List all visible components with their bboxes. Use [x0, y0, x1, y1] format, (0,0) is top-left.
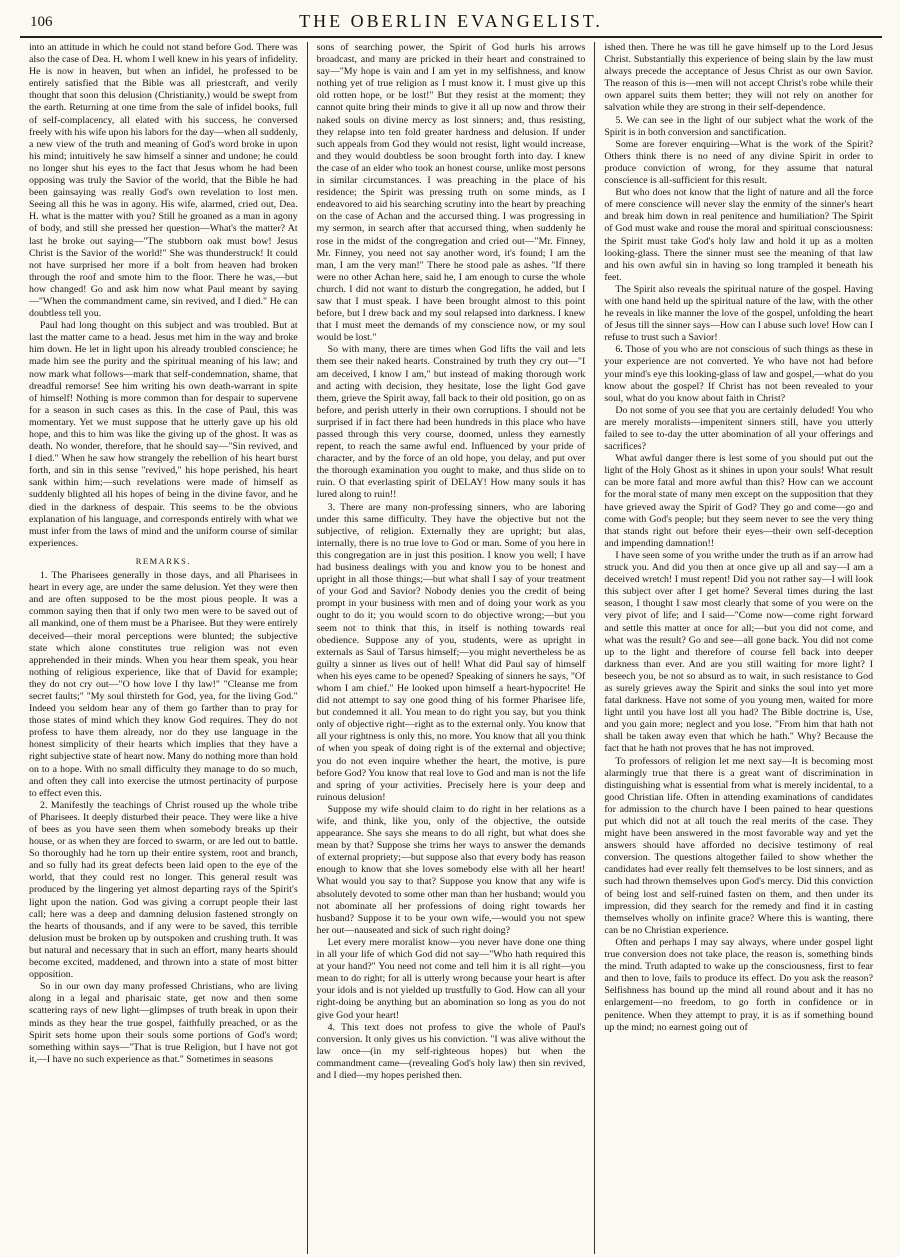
paragraph: Paul had long thought on this subject and was troubled. But at last the matter came to a head. Jesus met him in the way and broke him down. He let in light upon his already troubled conscience; he made him see the purity and the spiritual meaning of his law; and now mark what follows—mark that self-condemnation, shame, that dreadful remorse! See him writing his own death-warrant in spite of himself! Nothing is more common than for despair to supervene for a season in such cases as this. In the case of Paul, this was momentary. Yet we must suppose that he utterly gave up his old hope, and this to him was like the giving up of the ghost. It was as death. No wonder, therefore, that he should say—"Sin revived, and I died." When he saw how strangely the rebellion of his heart burst forth, and sin in this sense "revived," his hope perished, his heart sank within him;—such revelations were made of himself as suddenly blighted all his hopes of being in the divine favor, and he died in the darkness of despair. This seems to be the obvious explanation of his language, and corresponds entirely with what we must infer from the laws of mind and the uniform course of similar experiences. [29, 320, 298, 549]
paragraph: The Spirit also reveals the spiritual nature of the gospel. Having with one hand held up the spiritual nature of the law, with the other he reveals in like manner the love of the gospel, unfolding the heart of Jesus till the sinner says—How can I abuse such love! How can I refuse to trust such a Savior! [604, 283, 874, 344]
paragraph: Often and perhaps I may say always, where under gospel light true conversion does not take place, the reason is, something binds the mind. Truth adapted to wake up the consciousness, first to fear and then to love, fails to produce its effect. Do you ask the reason? Selfishness has bound up the mind all round about and it has no enlargement—no freedom, to go forth in confidence or in penitence. When they attempt to pray, it is as if something bound up the mind; no earnest going out of [604, 936, 874, 1033]
column-3 [594, 42, 882, 1254]
column-1 [20, 42, 307, 1254]
masthead [20, 8, 882, 38]
paragraph: To professors of religion let me next say—It is becoming most alarmingly true that there is a great want of discrimination in distinguishing what is essential from what is merely incidental, to a good Christian life. Often in attending examinations of candidates for admission to the church have I been pained to hear questions put which did not at all touch the real merits of the case. They might have been answered in the most favorable way and yet the answers should have afforded no decisive testimony of real conversion. The questions altogether failed to show whether the candidates had ever really felt themselves to be lost sinners, and as such had thrown themselves upon God's mercy. Did this conviction of being lost and self-ruined fasten on them, and then under its impression, did they search for the remedy and find it in casting themselves wholly on infinite grace? Where this is wanting, there can be no Christian experience. [604, 755, 874, 936]
paragraph: But who does not know that the light of nature and all the force of mere conscience will never slay the enmity of the sinner's heart and break him down in real penitence and humiliation? The Spirit of God must wake and rouse the moral and spiritual consciousness: the Spirit must take God's holy law and hold it up as a molten looking-glass. There the sinner must see the meaning of that law and his own awful sin in having so long trampled it beneath his feet. [604, 187, 874, 283]
journal-title: THE OBERLIN EVANGELIST. [299, 11, 603, 31]
paragraph: Suppose my wife should claim to do right in her relations as a wife, and think, like you, only of the objective, the outside appearance. She says she means to do all right, but what does she mean by that? Suppose she trims her ways to answer the demands of external propriety;—but suppose also that every body has reason enough to know that she loves somebody else with all her heart! What would you say to that? Suppose you know that any wife is absolutely devoted to some other man than her husband; would you not abominate all her professions of doing right towards her husband? Suppose it to be your own wife,—would you not spew her out—nauseated and sick of such right doing? [316, 803, 586, 936]
paragraph: 6. Those of you who are not conscious of such things as these in your experience are not converted. Ye who have not had before your mind's eye this looking-glass of law and gospel,—what do you know about the gospel? If Christ has not been revealed to your soul, what do you know about faith in Christ? [604, 344, 874, 404]
paragraph: What awful danger there is lest some of you should put out the light of the Holy Ghost as it shines in upon your souls! What result can be more fatal and more awful than this? How can we account for the moral state of many men except on the supposition that they have grieved away the Spirit of God? They go and come—go and come with God's people; but they seem never to see the very thing that stands right out before their eyes—their own self-deception and impending damnation!! [604, 453, 874, 549]
column-2 [307, 42, 595, 1254]
paragraph: ished then. There he was till he gave himself up to the Lord Jesus Christ. Substantially this experience of being slain by the law must always precede the acceptance of Jesus Christ as our own Savior. The reason of this is—men will not accept Christ's robe while their own apparel suits them better; they will not rely on another for salvation while they are strong in their self-dependence. [604, 42, 874, 114]
paragraph: So with many, there are times when God lifts the vail and lets them see their naked hearts. Constrained by truth they cry out—"I am deceived, I know I am," but instead of making thorough work and acting with decision, they hesitate, lose the light God gave them, grieve the Spirit away, fall back to their old position, go on as before, and perish utterly in their own corruptions. I should not be surprised if in fact there had been hundreds in this place who have passed through this very course, doomed, unless they earnestly repent, to reach the same awful end. Influenced by your pride of character, and by the force of an old hope, you delay, and put over the thorough examination you ought to make, and thus slide on to ruin. O that everlasting spirit of DELAY! How many souls it has lured along to ruin!! [316, 344, 586, 501]
paragraph: Let every mere moralist know—you never have done one thing in all your life of which God did not say—"Who hath required this at your hand?" You need not come and tell him it is all right—you mean to do right; for all is utterly wrong because your heart is after your idols and is not yielded up trustfully to God. How can all your right-doing be anything but an abomination so long as you do not give God your heart! [316, 936, 586, 1021]
paragraph: sons of searching power, the Spirit of God hurls his arrows broadcast, and many are pricked in their heart and constrained to say—"My hope is vain and I am yet in my selfishness, and know nothing yet of true religion as I must know it. I must give up this old rotten hope, or be lost!" But they resist at the moment; they cannot quite bring their minds to give it all up now and throw their naked souls on divine mercy as lost sinners; and, thus resisting, they relapse into ten fold greater hardness and delusion. If under such appeals from God they would not resist, light would increase, and they would doubtless be soon brought forth into day. I knew the case of an elder who took an honest course, unlike most persons in similar circumstances. I was preaching in the place of his residence; the Spirit was pressing truth on some minds, as I endeavored to aid his searching scrutiny into the heart by preaching on the case of Achan and the accursed thing. I was progressing in my sermon, in search after that accursed thing, when suddenly he rose in the midst of the congregation and cried out—"Mr. Finney, Mr. Finney, you need not say another word, it's found; I am the man, I am the very man!" There he stood pale as ashes. "If there were no other Achan here, said he, I am enough to curse the whole church. I did not want to disturb the congregation, he added, but I saw that I must speak. I have been brought almost to this point before, but I drew back and my soul relapsed into darkness. I knew that I must meet the demands of my conscience now, or my soul would be lost." [316, 42, 586, 344]
paragraph: 5. We can see in the light of our subject what the work of the Spirit is in both conversion and sanctification. [604, 114, 874, 138]
paragraph: Some are forever enquiring—What is the work of the Spirit? Others think there is no need of any divine Spirit in order to produce conviction of wrong, for they assume that natural conscience is all-sufficient for this result. [604, 138, 874, 187]
article-columns [20, 42, 882, 1254]
remarks-heading: REMARKS. [135, 555, 191, 566]
paragraph: 1. The Pharisees generally in those days, and all Pharisees in heart in every age, are under the same delusion. Yet they were then and are often supposed to be the most pious people. It was a common saying then that if only two men were to be saved out of all mankind, one of them must be a Pharisee. But they were entirely deceived—their moral perceptions were blunted; the subjective state which alone constitutes true religion was not even apprehended in their minds. When you hear them speak, you hear nothing of religious experience, like that of David for example; they do not cry out—"O how love I thy law!" "Cleanse me from secret faults;" "My soul thirsteth for God, yea, for the living God." Indeed you seldom hear any of them go farther than to pray for those states of mind which they know God requires. They do not profess to have them already, nor do they use language in the honest simplicity of their hearts which implies that they have a right subjective state of heart now. Many do nothing more than hold on to a hope. With no small difficulty they manage to do so much, and often they call into exercise the utmost pertinacity of purpose to effect even this. [29, 570, 298, 799]
paragraph: 4. This text does not profess to give the whole of Paul's conversion. It only gives us his conviction. "I was alive without the law once—(in my self-righteous hopes) but when the commandment came—(revealing God's holy law) then sin revived, and I died—my hopes perished then. [316, 1021, 586, 1081]
paragraph: 2. Manifestly the teachings of Christ roused up the whole tribe of Pharisees. It deeply disturbed their peace. They were like a hive of bees as you have seen them when somebody breaks up their house, or as when they are forced to swarm, or are led out to battle. So thoroughly had he torn up their entire system, root and branch, and so fully had its great defects been laid open to the eye of the world, that they could rest no longer. This general result was produced by the lingering yet almost departing rays of the Spirit's light upon the nation. God was giving a corrupt people their last call; here was a deep and damning delusion fastened strongly on the hearts of thousands, and if any were to be saved, this terrible delusion must be broken up by outspoken and crushing truth. It was but natural and necessary that in such an effort, many hearts should become excited, maddened, and thrown into a state of most bitter opposition. [29, 799, 298, 981]
paragraph: I have seen some of you writhe under the truth as if an arrow had struck you. And did you then at once give up all and say—I am a deceived wretch! I must repent! Did you not rather say—I will look this subject over after I get home? Several times during the last season, I thought I saw most clearly that some of you were on the very pivot of life; and I said—"Come now—come right forward and settle this matter at once for all;—but you did not come, and what was the result? Go and see—all gone back. You did not come up to the light and therefore of course fell back into deeper darkness than ever. And are you still waiting for more light? I beseech you, be not so absurd as to wait, in such resistance to God as surely grieves away the Spirit and sinks the soul into yet more fatal darkness. Have not some of you young men, waited for more light until you have lost all you had? The Bible doctrine is, Use, and you gain more; neglect and you lose. "From him that hath not shall be taken away even that which he hath." Why? Because the fact that he hath not proves that he has not improved. [604, 549, 874, 755]
page-number: 106 [30, 14, 53, 30]
paragraph: into an attitude in which he could not stand before God. There was also the case of Dea. H. whom I well knew in his years of infidelity. He is now in heaven, but when an infidel, he professed to be entirely satisfied that the Bible was all priestcraft, and verily thought that soon this delusion (Christianity,) would be swept from the earth. Returning at one time from the sale of infidel books, full of self-complacency, all elated with his success, he conversed freely with his wife upon his labors for the day—when all suddenly, a new view of the truth and meaning of God's word broke in upon his mind; intuitively he saw himself a sinner and undone; he could no longer shut his eyes to the fact that Jesus whom he had been opposing was truly the Savior of the world, that the Bible he had been gainsaying was really God's own revelation to lost men. Seeing all this he was in agony. His wife, alarmed, cried out, Dea. H. what is the matter with you? Still he groaned as a man in agony of body, and still she pressed her question—What's the matter? At last he broke out saying—"The stubborn oak must bow! Jesus Christ is the Savior of the world!" She was thunderstruck! It could not have surprised her more if a bolt from heaven had broken through the roof and smote him to the floor. There he was,—but how changed! Go and ask him now what Paul meant by saying—"When the commandment came, sin revived, and I died." He can doubtless tell you. [29, 42, 298, 320]
paragraph: So in our own day many professed Christians, who are living along in a legal and pharisaic state, get now and then some scattering rays of new light—glimpses of truth break in upon their minds as they hear the true gospel, faithfully preached, or as the Spirit sets home upon their souls some portions of God's word; something within says—"That is true Religion, but I have not got it,—I have no such experience as that." Sometimes in seasons [29, 981, 298, 1065]
paragraph: Do not some of you see that you are certainly deluded! You who are merely moralists—impenitent sinners still, have you utterly failed to see to-day the utter abomination of all your offerings and sacrifices? [604, 404, 874, 453]
paragraph: 3. There are many non-professing sinners, who are laboring under this same difficulty. They have the objective but not the subjective, of religion. Externally they are upright; but alas, internally, there is no true love to God or man. Some of you here in this congregation are in just this position. I know you well; I have had business dealings with you and know you to be honest and upright in all those things;—but what shall I say of your treatment of your God and Savior? Nobody denies you the credit of being prompt in your business with men and of doing your work as you ought to do it; you would scorn to do objective wrong;—but you seem not to think that this, in itself is nothing towards real obedience. Suppose any of you, students, were as upright in externals as Saul of Tarsus himself;—you might nevertheless be as guilty a sinner as lives out of hell! What did Paul say of himself when his eyes came to be opened? Speaking of sinners he says, "Of whom I am chief." He looked upon himself a heart-hypocrite! He did not attempt to say one good thing of his former Pharisee life, but condemned it all. You mean to do right you say, but you think only of objective right—right as to the external only. You know that all your rightness is only this, no more. You know that all you think of when you speak of doing right is of the external and objective; you do not even inquire whether the heart, the motive, is pure before God? You know that real love to God and man is not the life and spring of your activities. Precisely here is your deep and ruinous delusion! [316, 501, 586, 803]
